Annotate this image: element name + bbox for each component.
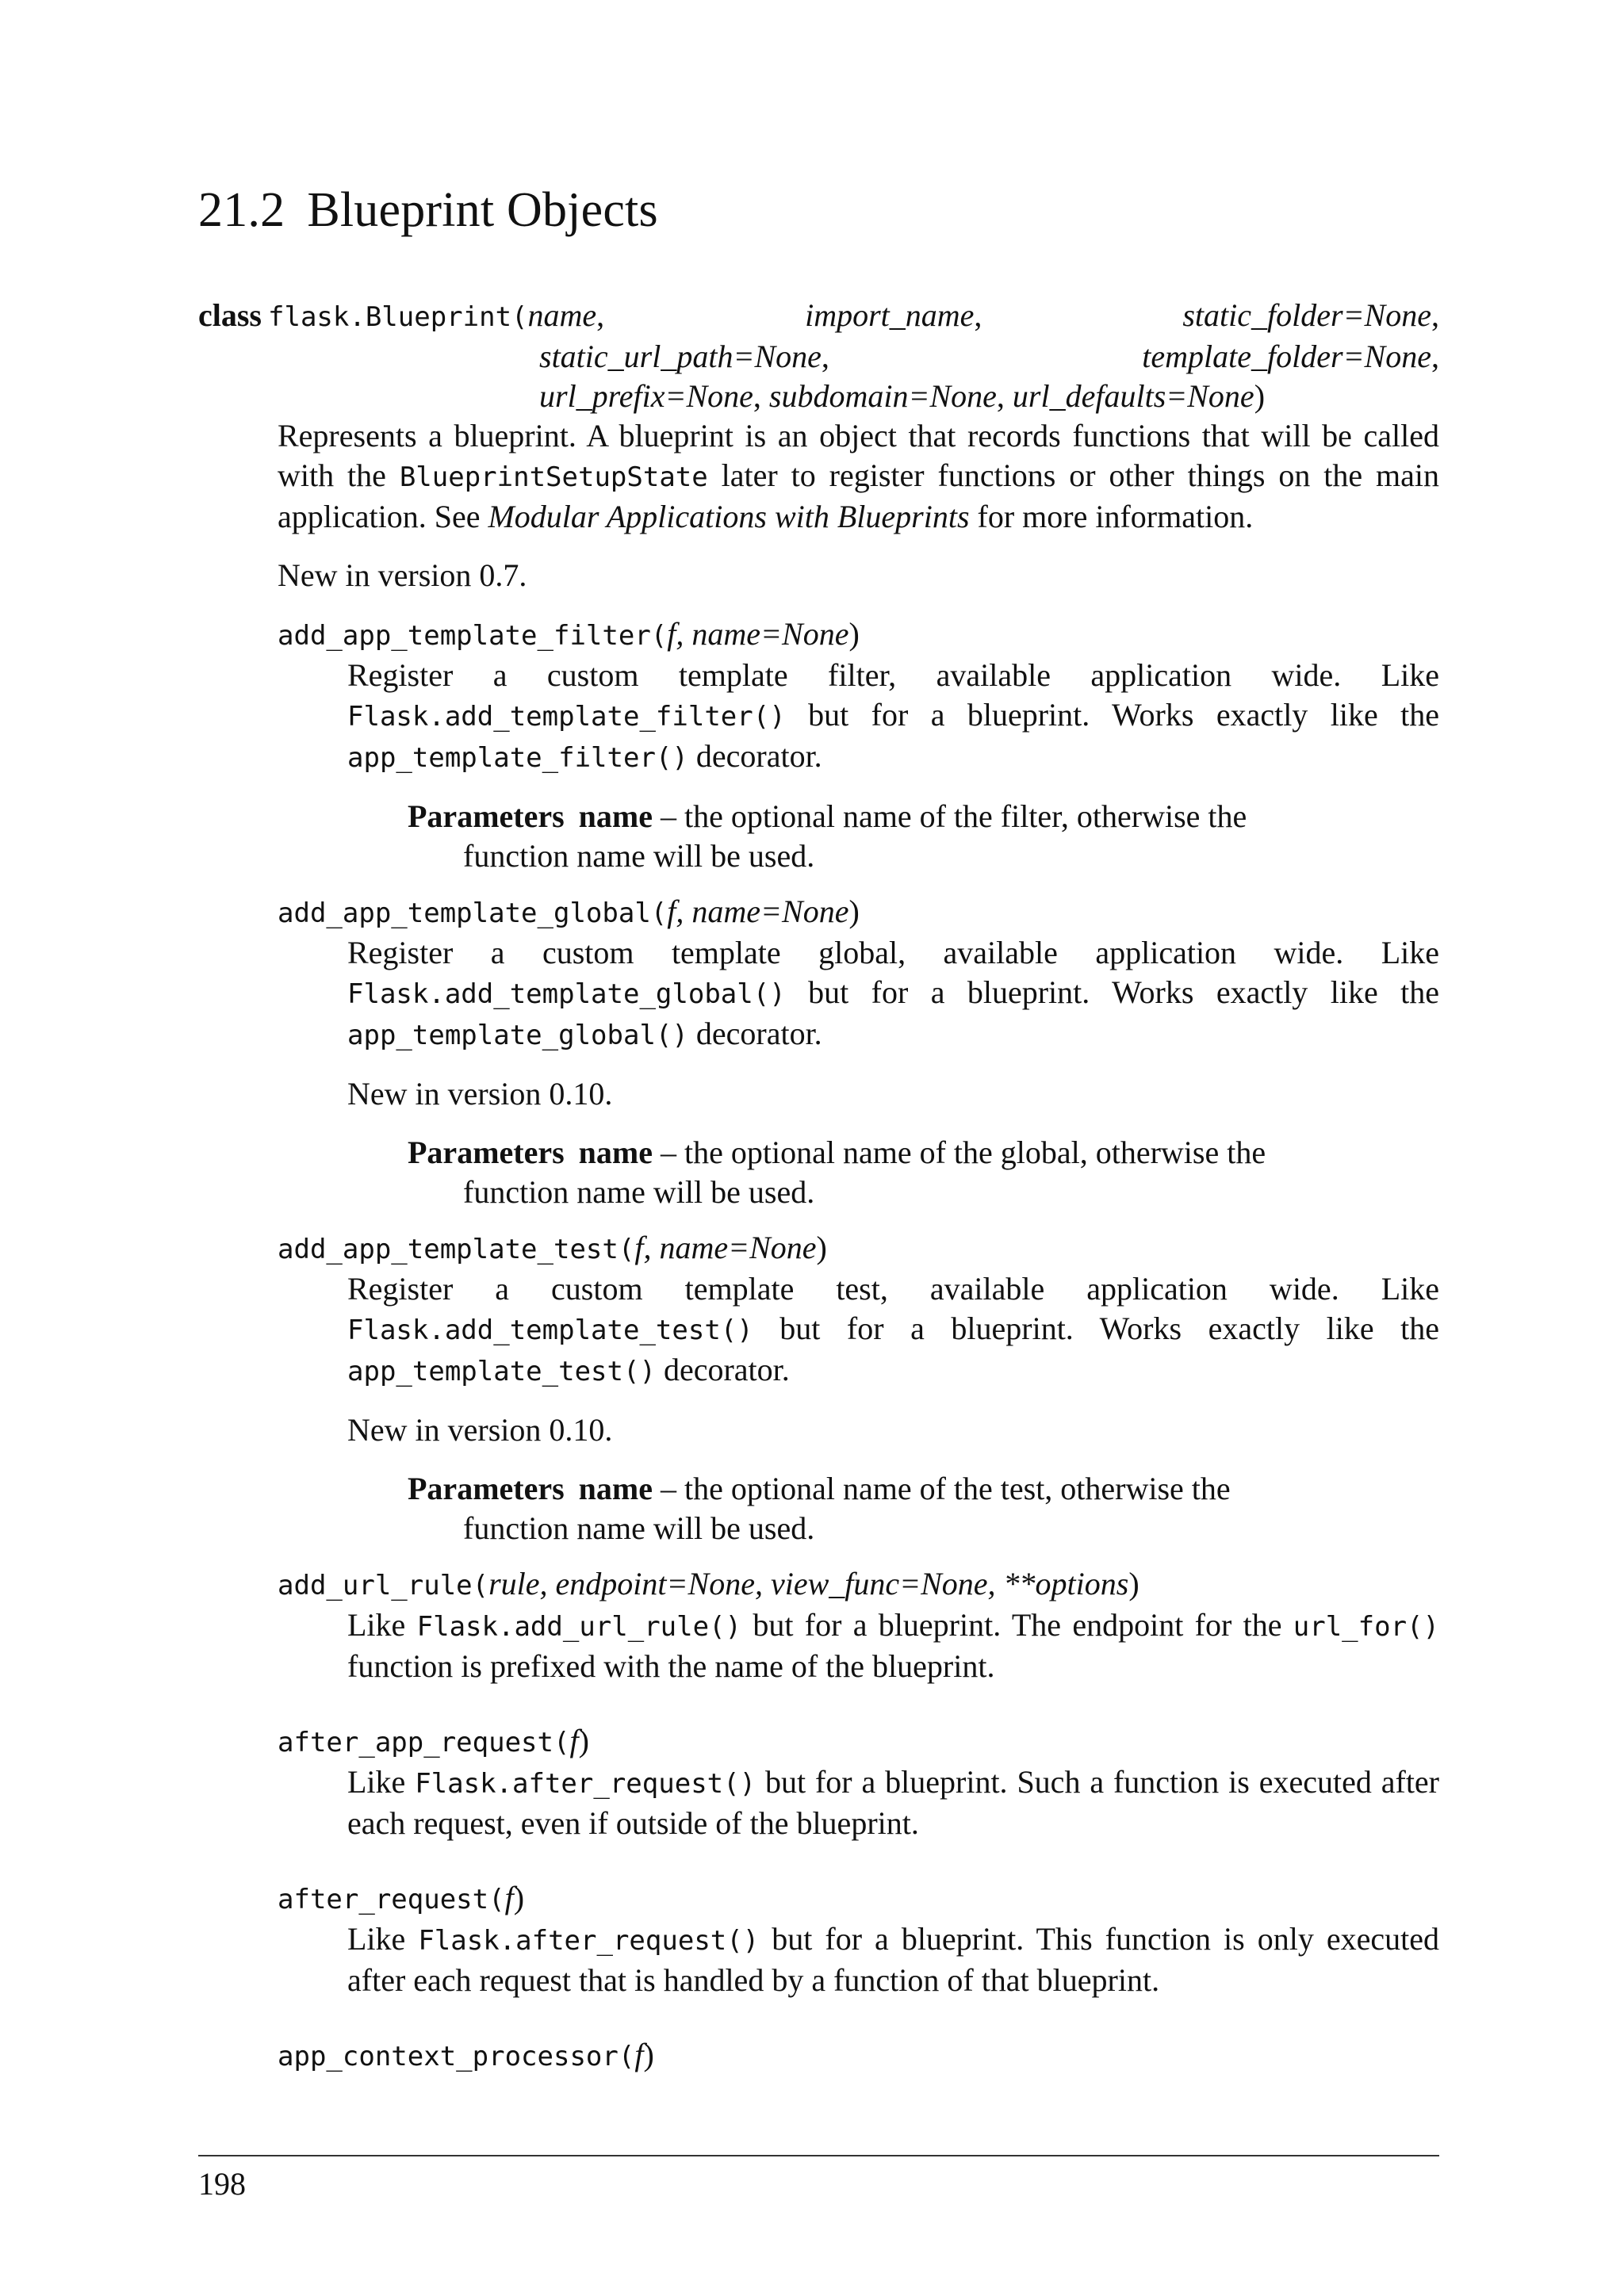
parameters-block: [408, 1469, 1439, 1548]
class-params: [528, 296, 1439, 337]
method-close: ): [513, 1880, 525, 1916]
desc-text: but for a blueprint. The endpoint for the: [741, 1607, 1293, 1644]
desc-text: decorator.: [688, 1016, 822, 1052]
method-body: [347, 1919, 1439, 2000]
page-number: 198: [198, 2166, 246, 2202]
class-params-line-1: name, import_name, static_folder=None,: [527, 297, 1439, 334]
desc-code: Flask.after_request(): [415, 1768, 756, 1800]
class-description: [278, 416, 1439, 537]
method-description: [347, 933, 1439, 1055]
method-args: f: [504, 1880, 514, 1916]
param-subdomain: subdomain=None: [768, 378, 997, 415]
desc-text: Register a custom template test, available application wide. Like: [347, 1271, 1439, 1307]
method-after-request: [278, 1878, 1439, 2000]
modular-applications-link[interactable]: Modular Applications with Blueprints: [488, 499, 970, 535]
parameter-description: – the optional name of the filter, otherwise the: [652, 798, 1247, 835]
method-args: rule, endpoint=None, view_func=None, **options: [488, 1566, 1129, 1602]
method-name: after_app_request(: [278, 1727, 570, 1759]
method-name: add_url_rule(: [278, 1570, 489, 1602]
method-body: [347, 1605, 1439, 1686]
method-name: after_request(: [278, 1884, 505, 1916]
class-params-line-3: url_prefix=None, subdomain=None, url_defaults=None): [539, 378, 1266, 415]
class-desc-code: BlueprintSetupState: [399, 461, 708, 494]
method-body: [347, 933, 1439, 1212]
version-note: New in version 0.10.: [347, 1076, 613, 1112]
class-version-note: New in version 0.7.: [278, 557, 527, 594]
method-args: f: [569, 1723, 579, 1759]
class-signature: [198, 296, 1439, 337]
desc-code: Flask.add_template_filter(): [347, 701, 786, 733]
method-description: [347, 1269, 1439, 1391]
method-body: [347, 1269, 1439, 1548]
method-description: [347, 656, 1439, 778]
method-close: ): [578, 1723, 589, 1759]
class-sig-head: [198, 296, 528, 337]
desc-text: but for a blueprint. This function is only executed after each request that is handled by a function of that blueprint.: [347, 1921, 1439, 1999]
desc-code: app_template_global(): [347, 1020, 688, 1052]
parameter-name: name: [578, 1135, 653, 1171]
param-template-folder: template_folder=None: [1142, 339, 1431, 375]
desc-text: but for a blueprint. Works exactly like the: [753, 1311, 1439, 1347]
method-add-app-template-filter: [278, 614, 1439, 876]
desc-code: app_template_filter(): [347, 742, 688, 775]
method-body: [347, 656, 1439, 876]
desc-text: but for a blueprint. Such a function is executed after each request, even if outside of the blueprint.: [347, 1764, 1440, 1842]
parameters-label: Parameters: [408, 1471, 565, 1507]
desc-text: but for a blueprint. Works exactly like the: [785, 697, 1439, 733]
desc-code: Flask.add_url_rule(): [416, 1611, 742, 1644]
method-close: ): [848, 894, 860, 930]
param-static-folder: static_folder=None: [1182, 297, 1431, 334]
method-add-url-rule: [278, 1564, 1439, 1686]
method-args: f: [634, 2037, 644, 2073]
method-signature: [278, 2035, 1439, 2076]
parameter-description-cont: function name will be used.: [463, 1510, 815, 1547]
method-name: add_app_template_test(: [278, 1234, 635, 1266]
param-url-defaults: url_defaults=None: [1012, 378, 1254, 415]
desc-text: decorator.: [655, 1352, 790, 1388]
method-args: f, name=None: [667, 894, 849, 930]
parameters-block: [408, 1133, 1439, 1212]
method-app-context-processor: [278, 2035, 1439, 2076]
method-add-app-template-global: [278, 892, 1439, 1212]
desc-text: Register a custom template global, available application wide. Like: [347, 935, 1439, 971]
method-name: app_context_processor(: [278, 2041, 635, 2073]
parameters-label: Parameters: [408, 1135, 565, 1171]
method-body: [347, 1762, 1439, 1843]
desc-text: Like: [347, 1607, 417, 1644]
parameter-name: name: [578, 798, 653, 835]
parameter-description: – the optional name of the test, otherwise the: [652, 1471, 1231, 1507]
method-signature: [278, 614, 1439, 656]
section-title: Blueprint Objects: [307, 183, 658, 237]
class-body: [278, 416, 1439, 2076]
method-close: ): [848, 616, 860, 652]
footer-rule: [198, 2155, 1439, 2156]
class-sig-close: ): [1254, 378, 1266, 415]
parameters-label: Parameters: [408, 798, 565, 835]
class-desc-text-2: later to register functions or other things on the main application. See: [278, 457, 1440, 535]
method-signature: [278, 1564, 1439, 1605]
class-desc-text-3: for more information.: [969, 499, 1254, 535]
method-name: add_app_template_filter(: [278, 620, 668, 652]
param-name: name: [527, 297, 597, 334]
method-close: ): [816, 1230, 827, 1266]
desc-code: app_template_test(): [347, 1356, 656, 1388]
class-desc-text-1: Represents a blueprint. A blueprint is an object that records functions that will be called with the: [278, 418, 1439, 494]
desc-text: Like: [347, 1921, 419, 1957]
desc-text: function is prefixed with the name of the blueprint.: [347, 1648, 995, 1685]
class-keyword: class: [198, 297, 262, 334]
method-close: ): [643, 2037, 654, 2073]
parameter-description-cont: function name will be used.: [463, 838, 815, 874]
method-add-app-template-test: [278, 1228, 1439, 1548]
desc-text: but for a blueprint. Works exactly like the: [785, 974, 1439, 1011]
parameters-block: [408, 797, 1439, 876]
parameter-description-cont: function name will be used.: [463, 1174, 815, 1211]
method-signature: [278, 892, 1439, 933]
method-description: [347, 1605, 1439, 1686]
param-static-url-path: static_url_path=None: [539, 339, 822, 375]
method-name: add_app_template_global(: [278, 897, 668, 930]
desc-text: decorator.: [688, 738, 822, 775]
section-heading: [198, 182, 1439, 239]
parameter-name: name: [578, 1471, 653, 1507]
method-signature: [278, 1228, 1439, 1269]
version-note: New in version 0.10.: [347, 1412, 613, 1448]
method-args: f, name=None: [667, 616, 849, 652]
desc-code: Flask.after_request(): [418, 1925, 760, 1957]
method-after-app-request: [278, 1721, 1439, 1843]
desc-code: Flask.add_template_global(): [347, 978, 786, 1011]
desc-text: Like: [347, 1764, 416, 1800]
method-signature: [278, 1721, 1439, 1762]
desc-code: url_for(): [1293, 1611, 1439, 1644]
method-description: [347, 1762, 1439, 1843]
method-description: [347, 1919, 1439, 2000]
method-signature: [278, 1878, 1439, 1919]
desc-code: Flask.add_template_test(): [347, 1314, 753, 1347]
class-params-line-2: static_url_path=None, template_folder=None,: [539, 339, 1439, 375]
param-import-name: import_name: [805, 297, 975, 334]
method-close: ): [1128, 1566, 1139, 1602]
param-url-prefix: url_prefix=None: [539, 378, 753, 415]
document-page: [198, 182, 1439, 2076]
section-number: 21.2: [198, 183, 285, 237]
parameter-description: – the optional name of the global, otherwise the: [652, 1135, 1266, 1171]
class-name: flask.Blueprint(: [268, 301, 528, 334]
method-args: f, name=None: [634, 1230, 817, 1266]
desc-text: Register a custom template filter, available application wide. Like: [347, 657, 1439, 694]
